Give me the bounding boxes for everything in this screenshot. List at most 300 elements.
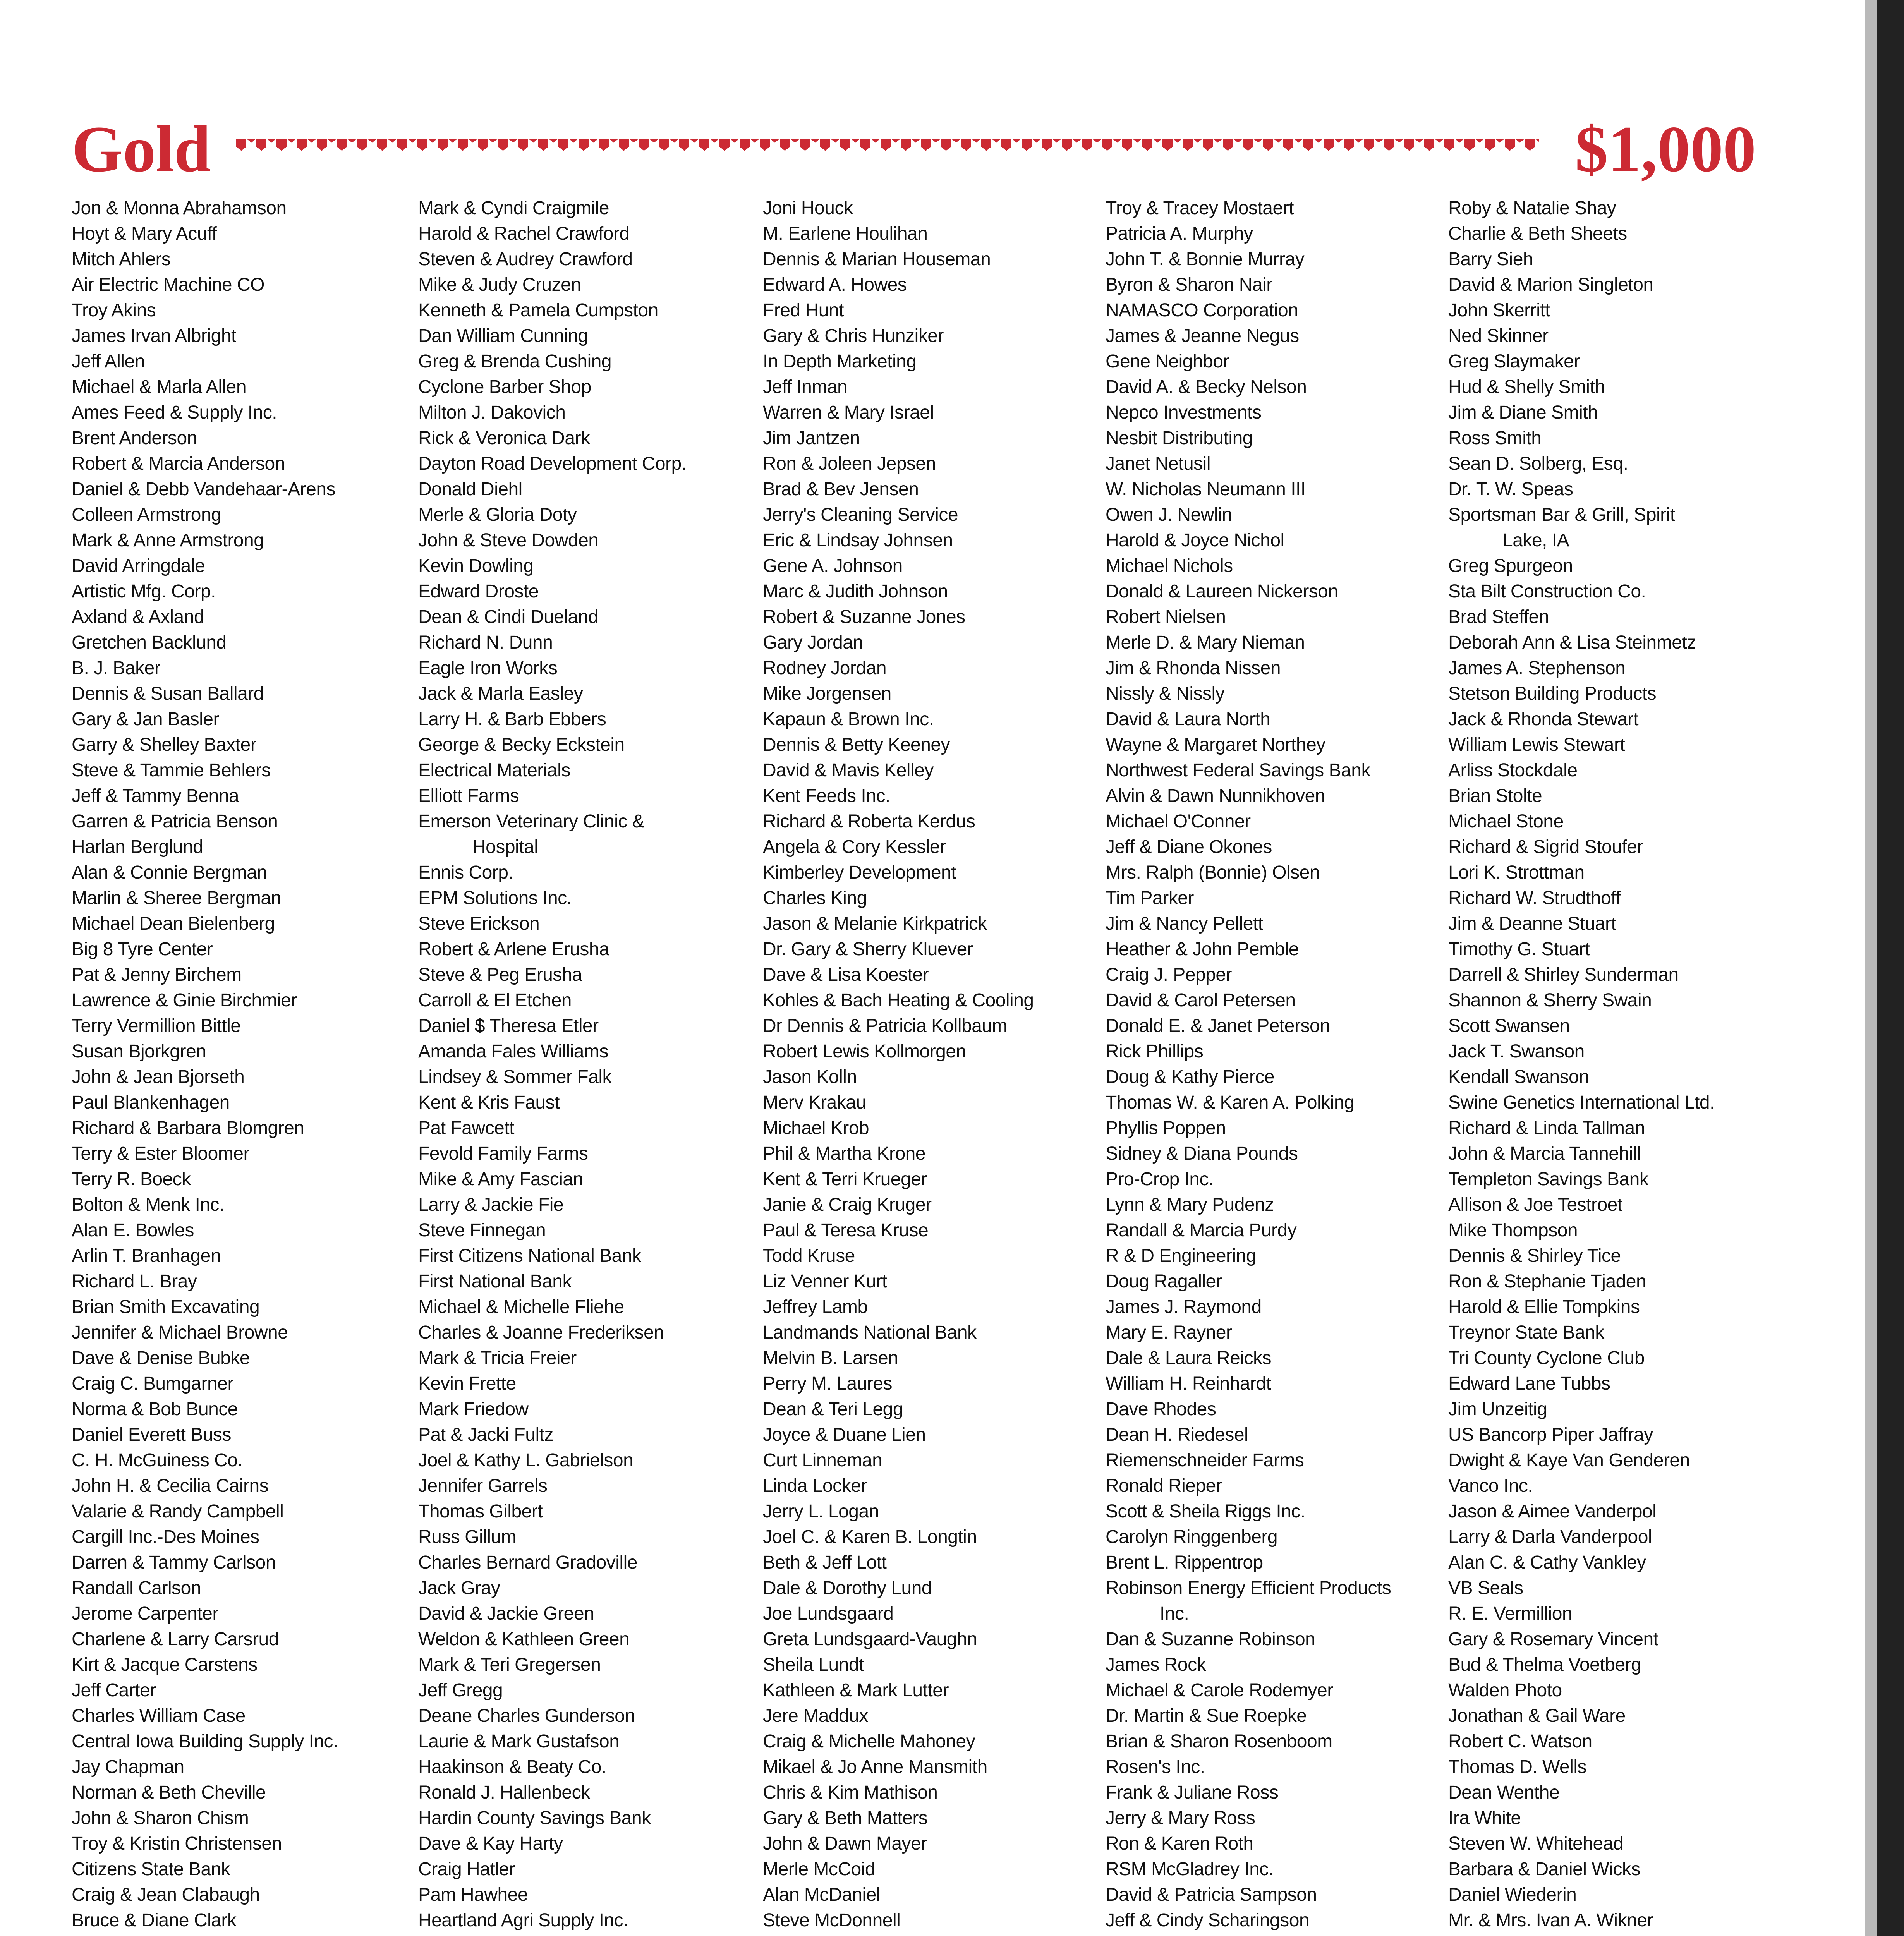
donor-name: Ronald Rieper <box>1106 1476 1222 1496</box>
donor-name: Craig & Michelle Mahoney <box>763 1731 975 1752</box>
donor-name: Beth & Jeff Lott <box>763 1552 887 1573</box>
donor-name: Riemenschneider Farms <box>1106 1450 1304 1471</box>
donor-name: Paul & Teresa Kruse <box>763 1220 929 1241</box>
donor-name: Thomas D. Wells <box>1448 1757 1587 1777</box>
donor-name: Fred Hunt <box>763 300 844 321</box>
donor-name: Jeff & Cindy Scharingson <box>1106 1910 1310 1931</box>
donor-name: Gary Jordan <box>763 632 863 653</box>
donor-name: Robert & Arlene Erusha <box>418 939 609 959</box>
donor-name: Gary & Chris Hunziker <box>763 326 944 346</box>
donor-name: Kent Feeds Inc. <box>763 786 890 806</box>
donor-name: Dr Dennis & Patricia Kollbaum <box>763 1016 1008 1036</box>
donor-name: Joe Lundsgaard <box>763 1603 894 1624</box>
donor-name: Arlin T. Branhagen <box>72 1246 221 1266</box>
donor-name: James A. Stephenson <box>1448 658 1626 678</box>
donor-name: Barry Sieh <box>1448 249 1533 269</box>
donor-name: Charlene & Larry Carsrud <box>72 1629 279 1649</box>
donor-name: Michael & Michelle Fliehe <box>418 1297 624 1317</box>
section-header <box>72 105 1756 194</box>
donor-name: John T. & Bonnie Murray <box>1106 249 1305 269</box>
donor-name: Jim & Deanne Stuart <box>1448 913 1616 934</box>
donor-name: Hardin County Savings Bank <box>418 1808 651 1828</box>
donor-name: Dayton Road Development Corp. <box>418 453 687 474</box>
donor-name: Vanco Inc. <box>1448 1476 1533 1496</box>
donor-name: James & Jeanne Negus <box>1106 326 1299 346</box>
donor-name: Nissly & Nissly <box>1106 683 1225 704</box>
donor-name: Dr. Martin & Sue Roepke <box>1106 1706 1307 1726</box>
donor-name: Kevin Frette <box>418 1373 516 1394</box>
donor-name: Terry & Ester Bloomer <box>72 1143 249 1164</box>
donor-name: Stetson Building Products <box>1448 683 1657 704</box>
donor-name: Weldon & Kathleen Green <box>418 1629 630 1649</box>
donor-name: John & Steve Dowden <box>418 530 599 551</box>
donation-amount: $1,000 <box>1575 113 1756 185</box>
donor-name: Sheila Lundt <box>763 1655 864 1675</box>
donor-name: Jeff Allen <box>72 351 145 372</box>
donor-name: Dennis & Shirley Tice <box>1448 1246 1621 1266</box>
donor-name: R. E. Vermillion <box>1448 1603 1573 1624</box>
donor-name: Citizens State Bank <box>72 1859 230 1879</box>
donor-name: Robert Nielsen <box>1106 607 1226 627</box>
donor-name: RSM McGladrey Inc. <box>1106 1859 1274 1879</box>
donor-name: Rick Phillips <box>1106 1041 1204 1062</box>
donor-name: Merv Krakau <box>763 1092 866 1113</box>
donor-name: Linda Locker <box>763 1476 867 1496</box>
donor-name: Treynor State Bank <box>1448 1322 1604 1343</box>
donor-name <box>1448 1933 1781 1936</box>
donor-name: Alan E. Bowles <box>72 1220 194 1241</box>
donor-name: Mikael & Jo Anne Mansmith <box>763 1757 987 1777</box>
donor-name: Harold & Rachel Crawford <box>418 223 630 244</box>
donor-name: Charles King <box>763 888 867 908</box>
donor-name: Northwest Federal Savings Bank <box>1106 760 1370 781</box>
donor-name: Norman & Beth Cheville <box>72 1782 266 1803</box>
donor-name: Jim & Nancy Pellett <box>1106 913 1263 934</box>
donor-name: Elliott Farms <box>418 786 519 806</box>
donor-name: In Depth Marketing <box>763 351 917 372</box>
donor-name: Dave & Kay Harty <box>418 1833 563 1854</box>
donor-name: Edward Droste <box>418 581 539 602</box>
donor-name: Artistic Mfg. Corp. <box>72 581 216 602</box>
donor-name: Mike Thompson <box>1448 1220 1578 1241</box>
donor-name: John Skerritt <box>1448 300 1550 321</box>
donor-name: Joni Houck <box>763 198 853 218</box>
donor-name: Alan & Connie Bergman <box>72 862 267 883</box>
donor-name: George & Becky Eckstein <box>418 735 625 755</box>
donor-name: Brent L. Rippentrop <box>1106 1552 1263 1573</box>
donor-name: Dan & Suzanne Robinson <box>1106 1629 1315 1649</box>
donor-name: Brent Anderson <box>72 428 197 448</box>
donor-name: Timothy G. Stuart <box>1448 939 1590 959</box>
donor-name: Kevin Dowling <box>418 556 534 576</box>
donor-name: Charles William Case <box>72 1706 246 1726</box>
donor-name: Steve & Peg Erusha <box>418 965 582 985</box>
donor-name: Colleen Armstrong <box>72 505 221 525</box>
donor-name: Charlie & Beth Sheets <box>1448 223 1627 244</box>
donor-name: Terry Vermillion Bittle <box>72 1016 241 1036</box>
donor-name: Jerome Carpenter <box>72 1603 218 1624</box>
donor-name: Rosen's Inc. <box>1106 1757 1205 1777</box>
donor-name: Inc. <box>1160 1603 1189 1624</box>
donor-name <box>418 1933 751 1936</box>
donor-name: David A. & Becky Nelson <box>1106 377 1307 397</box>
donor-name: Susan Bjorkgren <box>72 1041 206 1062</box>
donor-name: Jim & Rhonda Nissen <box>1106 658 1281 678</box>
donor-name: David & Patricia Sampson <box>1106 1885 1317 1905</box>
donor-name: Tri County Cyclone Club <box>1448 1348 1645 1368</box>
donor-name: Charles Bernard Gradoville <box>418 1552 637 1573</box>
donor-name: Tim Parker <box>1106 888 1194 908</box>
donor-name: Richard W. Strudthoff <box>1448 888 1621 908</box>
donor-name: Heather & John Pemble <box>1106 939 1299 959</box>
donor-name: Gene Neighbor <box>1106 351 1229 372</box>
donor-name: Dennis & Betty Keeney <box>763 735 950 755</box>
donor-name: Emerson Veterinary Clinic & <box>418 811 645 832</box>
donor-name: Swine Genetics International Ltd. <box>1448 1092 1715 1113</box>
donor-name: Liz Venner Kurt <box>763 1271 887 1292</box>
donor-name: Axland & Axland <box>72 607 204 627</box>
donor-name: Mrs. Ralph (Bonnie) Olsen <box>1106 862 1320 883</box>
donor-name: Mr. & Mrs. Ivan A. Wikner <box>1448 1910 1653 1931</box>
page-edge-shadow <box>1865 0 1877 1936</box>
donor-name: Randall & Marcia Purdy <box>1106 1220 1297 1241</box>
donor-name: Phil & Martha Krone <box>763 1143 926 1164</box>
donor-name: Dr. Gary & Sherry Kluever <box>763 939 973 959</box>
donor-name: Craig & Jean Clabaugh <box>72 1885 260 1905</box>
donor-name: Michael Stone <box>1448 811 1564 832</box>
donor-name: Terry R. Boeck <box>72 1169 191 1189</box>
donor-name: VB Seals <box>1448 1578 1523 1598</box>
donor-name: Jerry L. Logan <box>763 1501 879 1522</box>
donor-name: Landmands National Bank <box>763 1322 977 1343</box>
donor-name: William Lewis Stewart <box>1448 735 1625 755</box>
donor-name: Richard L. Bray <box>72 1271 197 1292</box>
donor-name: Norma & Bob Bunce <box>72 1399 238 1419</box>
donor-name: Jack T. Swanson <box>1448 1041 1585 1062</box>
donor-name: Ross Smith <box>1448 428 1542 448</box>
donor-name: Jennifer Garrels <box>418 1476 548 1496</box>
donor-name: Robert & Marcia Anderson <box>72 453 285 474</box>
donor-name: Big 8 Tyre Center <box>72 939 213 959</box>
donor-name: Air Electric Machine CO <box>72 275 264 295</box>
donor-name: Jon & Monna Abrahamson <box>72 198 287 218</box>
donor-name: David & Marion Singleton <box>1448 275 1653 295</box>
donor-name: Michael Dean Bielenberg <box>72 913 275 934</box>
donor-name: First Citizens National Bank <box>418 1246 641 1266</box>
donor-name: M. Earlene Houlihan <box>763 223 928 244</box>
donor-name: Jeffrey Lamb <box>763 1297 868 1317</box>
donor-name <box>1106 1933 1439 1936</box>
donor-name: Michael O'Conner <box>1106 811 1251 832</box>
donor-name: Jeff Inman <box>763 377 848 397</box>
donor-name: Mike Jorgensen <box>763 683 891 704</box>
donor-name: Warren & Mary Israel <box>763 402 934 423</box>
donor-name: John & Jean Bjorseth <box>72 1067 245 1087</box>
donor-name: Daniel Everett Buss <box>72 1425 232 1445</box>
donor-name: Rick & Veronica Dark <box>418 428 590 448</box>
donor-name: Jonathan & Gail Ware <box>1448 1706 1626 1726</box>
donor-name: James J. Raymond <box>1106 1297 1262 1317</box>
donor-name: Perry M. Laures <box>763 1373 892 1394</box>
donor-name: Kent & Terri Krueger <box>763 1169 927 1189</box>
decorative-triangle-band <box>236 139 1539 155</box>
donor-name: Jim Jantzen <box>763 428 860 448</box>
donor-column-2 <box>418 196 751 1936</box>
donor-name: Richard & Roberta Kerdus <box>763 811 975 832</box>
donor-name: Pam Hawhee <box>418 1885 528 1905</box>
donor-name: Brian Smith Excavating <box>72 1297 260 1317</box>
donor-name: Kathleen & Mark Lutter <box>763 1680 949 1701</box>
donor-name: Carolyn Ringgenberg <box>1106 1527 1278 1547</box>
donor-name: Bolton & Menk Inc. <box>72 1195 224 1215</box>
donor-column-5 <box>1448 196 1781 1936</box>
donor-name: Lynn & Mary Pudenz <box>1106 1195 1274 1215</box>
donor-name: Janet Netusil <box>1106 453 1210 474</box>
donor-name: Steve Finnegan <box>418 1220 546 1241</box>
donor-name: Templeton Savings Bank <box>1448 1169 1649 1189</box>
donor-name: John & Marcia Tannehill <box>1448 1143 1641 1164</box>
donor-name: Ron & Joleen Jepsen <box>763 453 936 474</box>
donor-name: Marc & Judith Johnson <box>763 581 948 602</box>
donor-name: Phyllis Poppen <box>1106 1118 1226 1138</box>
donor-name: Ron & Karen Roth <box>1106 1833 1253 1854</box>
donor-name: Jerry's Cleaning Service <box>763 505 958 525</box>
donor-name: Craig C. Bumgarner <box>72 1373 233 1394</box>
donor-name: Jack & Marla Easley <box>418 683 583 704</box>
section-title: Gold <box>72 113 211 185</box>
donor-name: Larry & Darla Vanderpool <box>1448 1527 1652 1547</box>
donor-name: Sta Bilt Construction Co. <box>1448 581 1646 602</box>
donor-name: Mike & Amy Fascian <box>418 1169 583 1189</box>
donor-name: Steven W. Whitehead <box>1448 1833 1624 1854</box>
donor-name: Troy Akins <box>72 300 156 321</box>
donor-name: Daniel $ Theresa Etler <box>418 1016 599 1036</box>
donor-name: Shannon & Sherry Swain <box>1448 990 1652 1011</box>
donor-name: Robert C. Watson <box>1448 1731 1592 1752</box>
donor-name: Doug Ragaller <box>1106 1271 1222 1292</box>
donor-name: Lawrence & Ginie Birchmier <box>72 990 297 1011</box>
donor-name: John & Sharon Chism <box>72 1808 249 1828</box>
donor-name: Merle D. & Mary Nieman <box>1106 632 1305 653</box>
donor-name: Steve Erickson <box>418 913 540 934</box>
donor-name: Dave & Lisa Koester <box>763 965 929 985</box>
donor-name: John & Dawn Mayer <box>763 1833 927 1854</box>
donor-name: Daniel Wiederin <box>1448 1885 1577 1905</box>
donor-name: Troy & Tracey Mostaert <box>1106 198 1294 218</box>
donor-name: Dean H. Riedesel <box>1106 1425 1248 1445</box>
donor-name: Edward Lane Tubbs <box>1448 1373 1610 1394</box>
donor-name: Scott & Sheila Riggs Inc. <box>1106 1501 1305 1522</box>
donor-name: Thomas W. & Karen A. Polking <box>1106 1092 1355 1113</box>
donor-name: Brian & Sharon Rosenboom <box>1106 1731 1332 1752</box>
donor-name: Mark & Anne Armstrong <box>72 530 264 551</box>
donor-name: Fevold Family Farms <box>418 1143 588 1164</box>
donor-name: Robert & Suzanne Jones <box>763 607 965 627</box>
donor-name: Walden Photo <box>1448 1680 1562 1701</box>
donor-name: Todd Kruse <box>763 1246 855 1266</box>
donor-name: Curt Linneman <box>763 1450 882 1471</box>
donor-name: Gretchen Backlund <box>72 632 227 653</box>
donor-name: Dennis & Susan Ballard <box>72 683 264 704</box>
donor-name: Melvin B. Larsen <box>763 1348 898 1368</box>
donor-name: Brian Stolte <box>1448 786 1542 806</box>
donor-name: Sidney & Diana Pounds <box>1106 1143 1298 1164</box>
donor-name: US Bancorp Piper Jaffray <box>1448 1425 1653 1445</box>
donor-name: Larry & Jackie Fie <box>418 1195 564 1215</box>
donor-name: Central Iowa Building Supply Inc. <box>72 1731 338 1752</box>
donor-name: Deane Charles Gunderson <box>418 1706 635 1726</box>
donor-name: Jack & Rhonda Stewart <box>1448 709 1639 729</box>
donor-name: Marlin & Sheree Bergman <box>72 888 281 908</box>
donor-name: Craig Hatler <box>418 1859 515 1879</box>
donor-name: Merle & Gloria Doty <box>418 505 577 525</box>
donor-name: John H. & Cecilia Cairns <box>72 1476 269 1496</box>
donor-name: Byron & Sharon Nair <box>1106 275 1272 295</box>
donor-name: Merle McCoid <box>763 1859 876 1879</box>
donor-name: Cyclone Barber Shop <box>418 377 591 397</box>
donor-name: Mitch Ahlers <box>72 249 171 269</box>
donor-name: Ira White <box>1448 1808 1521 1828</box>
donor-name: Mark & Tricia Freier <box>418 1348 577 1368</box>
donor-name: Harlan Berglund <box>72 837 203 857</box>
donor-name: Pat & Jenny Birchem <box>72 965 242 985</box>
donor-name: Pat & Jacki Fultz <box>418 1425 553 1445</box>
donor-name: Richard & Sigrid Stoufer <box>1448 837 1643 857</box>
donor-name: Donald E. & Janet Peterson <box>1106 1016 1330 1036</box>
donor-name: Darrell & Shirley Sunderman <box>1448 965 1679 985</box>
donor-name: Steve & Tammie Behlers <box>72 760 271 781</box>
donor-name: Dean & Teri Legg <box>763 1399 903 1419</box>
donor-name: Kirt & Jacque Carstens <box>72 1655 258 1675</box>
donor-name: Thomas Gilbert <box>418 1501 543 1522</box>
donor-name: Carroll & El Etchen <box>418 990 572 1011</box>
donor-name: W. Nicholas Neumann III <box>1106 479 1306 499</box>
donor-name: Ames Feed & Supply Inc. <box>72 402 277 423</box>
donor-name: Milton J. Dakovich <box>418 402 566 423</box>
donor-name: NAMASCO Corporation <box>1106 300 1298 321</box>
donor-name: Gary & Rosemary Vincent <box>1448 1629 1658 1649</box>
donor-name: Eric & Lindsay Johnsen <box>763 530 953 551</box>
donor-name: Rodney Jordan <box>763 658 887 678</box>
donor-name: Alvin & Dawn Nunnikhoven <box>1106 786 1325 806</box>
donor-name: Joyce & Duane Lien <box>763 1425 926 1445</box>
donor-name: Dr. T. W. Speas <box>1448 479 1573 499</box>
donor-name: Kendall Swanson <box>1448 1067 1589 1087</box>
donor-name: Lori K. Strottman <box>1448 862 1585 883</box>
donor-name: Michael Nichols <box>1106 556 1233 576</box>
donor-name: David & Laura North <box>1106 709 1270 729</box>
donor-name: Frank & Juliane Ross <box>1106 1782 1279 1803</box>
donor-name: Michael & Marla Allen <box>72 377 247 397</box>
donor-name: Jim & Diane Smith <box>1448 402 1598 423</box>
donor-name: Ned Skinner <box>1448 326 1549 346</box>
donor-name: Bud & Thelma Voetberg <box>1448 1655 1641 1675</box>
donor-name: Harold & Ellie Tompkins <box>1448 1297 1640 1317</box>
donor-name: Hoyt & Mary Acuff <box>72 223 217 244</box>
donor-name: David & Jackie Green <box>418 1603 594 1624</box>
donor-name: Wayne & Margaret Northey <box>1106 735 1325 755</box>
donor-name: Jay Chapman <box>72 1757 184 1777</box>
donor-name: Ronald J. Hallenbeck <box>418 1782 590 1803</box>
donor-name: Valarie & Randy Campbell <box>72 1501 284 1522</box>
donor-column-4 <box>1106 196 1439 1936</box>
donor-name: Richard & Linda Tallman <box>1448 1118 1645 1138</box>
donor-name: Dean & Cindi Dueland <box>418 607 598 627</box>
donor-name: Jason & Melanie Kirkpatrick <box>763 913 987 934</box>
donor-name: Steven & Audrey Crawford <box>418 249 633 269</box>
donor-name: Janie & Craig Kruger <box>763 1195 932 1215</box>
donor-name: Jennifer & Michael Browne <box>72 1322 288 1343</box>
donor-name: Electrical Materials <box>418 760 570 781</box>
donor-name: Haakinson & Beaty Co. <box>418 1757 606 1777</box>
donor-name: Angela & Cory Kessler <box>763 837 946 857</box>
donor-name: Jim Unzeitig <box>1448 1399 1547 1419</box>
donor-name: Deborah Ann & Lisa Steinmetz <box>1448 632 1696 653</box>
donor-name: Dan William Cunning <box>418 326 588 346</box>
donor-name: Greg & Brenda Cushing <box>418 351 612 372</box>
donor-name: Greg Spurgeon <box>1448 556 1573 576</box>
donor-name <box>763 1933 1096 1936</box>
donor-name: Jerry & Mary Ross <box>1106 1808 1255 1828</box>
donor-name: Alan McDaniel <box>763 1885 880 1905</box>
donor-name: R & D Engineering <box>1106 1246 1257 1266</box>
donor-name: Randall Carlson <box>72 1578 201 1598</box>
donor-name: Lake, IA <box>1502 530 1569 551</box>
donor-name: B. J. Baker <box>72 658 161 678</box>
donor-name: Barbara & Daniel Wicks <box>1448 1859 1640 1879</box>
donor-name: James Rock <box>1106 1655 1206 1675</box>
donor-name: Sportsman Bar & Grill, Spirit <box>1448 505 1675 525</box>
donor-name: Jere Maddux <box>763 1706 868 1726</box>
donor-name: Owen J. Newlin <box>1106 505 1232 525</box>
donor-name: Garry & Shelley Baxter <box>72 735 257 755</box>
donor-name: Robinson Energy Efficient Products <box>1106 1578 1391 1598</box>
donor-name: Jason & Aimee Vanderpol <box>1448 1501 1657 1522</box>
donor-name: Jack Gray <box>418 1578 500 1598</box>
donor-name: Cargill Inc.-Des Moines <box>72 1527 259 1547</box>
donor-name: EPM Solutions Inc. <box>418 888 572 908</box>
donor-name: Richard N. Dunn <box>418 632 553 653</box>
donor-name: Scott Swansen <box>1448 1016 1570 1036</box>
donor-name: C. H. McGuiness Co. <box>72 1450 243 1471</box>
donor-name: Greta Lundsgaard-Vaughn <box>763 1629 977 1649</box>
donor-name: Edward A. Howes <box>763 275 907 295</box>
page-edge <box>1877 0 1904 1936</box>
donor-name: Jason Kolln <box>763 1067 857 1087</box>
donor-name: Joel & Kathy L. Gabrielson <box>418 1450 634 1471</box>
donor-name: Pat Fawcett <box>418 1118 514 1138</box>
donor-name: Donald & Laureen Nickerson <box>1106 581 1338 602</box>
donor-name: Richard & Barbara Blomgren <box>72 1118 304 1138</box>
donor-name: Laurie & Mark Gustafson <box>418 1731 620 1752</box>
donor-name: Nepco Investments <box>1106 402 1262 423</box>
donor-name: Ron & Stephanie Tjaden <box>1448 1271 1646 1292</box>
donor-name: Ennis Corp. <box>418 862 513 883</box>
donor-name: Kent & Kris Faust <box>418 1092 560 1113</box>
donor-name: Roby & Natalie Shay <box>1448 198 1616 218</box>
donor-name: Jeff & Tammy Benna <box>72 786 239 806</box>
donor-name: Hospital <box>472 837 538 857</box>
donor-name: Nesbit Distributing <box>1106 428 1253 448</box>
donor-name: Dwight & Kaye Van Genderen <box>1448 1450 1690 1471</box>
donor-name: Doug & Kathy Pierce <box>1106 1067 1275 1087</box>
donor-name: Michael Krob <box>763 1118 869 1138</box>
donor-name: David & Carol Petersen <box>1106 990 1296 1011</box>
donor-name: Dale & Dorothy Lund <box>763 1578 932 1598</box>
donor-name: Darren & Tammy Carlson <box>72 1552 276 1573</box>
donor-name: Dave Rhodes <box>1106 1399 1216 1419</box>
donor-name: Jeff Gregg <box>418 1680 503 1701</box>
